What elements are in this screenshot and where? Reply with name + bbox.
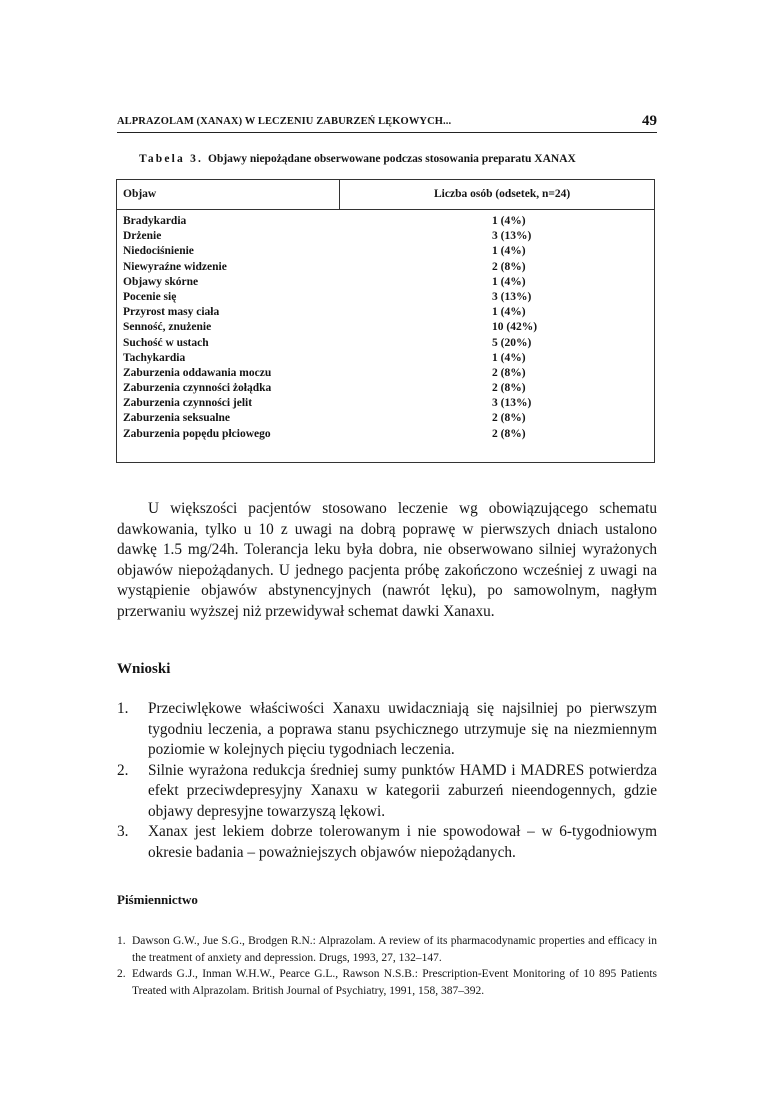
- symptom-cell: Pocenie się: [123, 290, 177, 303]
- table-row: [117, 245, 654, 260]
- symptom-cell: Zaburzenia popędu płciowego: [123, 427, 271, 440]
- count-cell: 3 (13%): [492, 230, 532, 243]
- conclusion-item: [117, 699, 657, 761]
- header-rule: [117, 132, 657, 133]
- table-row: [117, 276, 654, 291]
- table-caption-text: Objawy niepożądane obserwowane podczas stosowania preparatu XANAX: [208, 153, 576, 165]
- conclusion-text: Xanax jest lekiem dobrze tolerowanym i nie spowodował – w 6-tygodniowym okresie badania – poważniejszych objawów niepożądanych.: [148, 823, 657, 861]
- table-body: [117, 215, 654, 443]
- reference-item: [117, 966, 657, 999]
- references-list: [117, 933, 657, 999]
- conclusion-item: [117, 761, 657, 823]
- conclusion-number: 2.: [117, 761, 129, 779]
- count-cell: 3 (13%): [492, 290, 532, 303]
- reference-number: 1.: [117, 935, 126, 947]
- table-row: [117, 352, 654, 367]
- reference-text: Dawson G.W., Jue S.G., Brodgen R.N.: Alprazolam. A review of its pharmacodynamic properties and efficacy in the treatment of anxiety and depression. Drugs, 1993, 27, 132–147.: [132, 935, 657, 964]
- symptom-cell: Zaburzenia oddawania moczu: [123, 366, 272, 379]
- symptom-cell: Suchość w ustach: [123, 336, 209, 349]
- body-paragraph: U większości pacjentów stosowano leczenie wg obowiązującego schematu dawkowania, tylko u 10 z uwagi na dobrą poprawę w pierwszych dniach ustalono dawkę 1.5 mg/24h. Tolerancja leku była dobra, nie obserwowano silniej wyrażonych objawów niepożądanych. U jednego pacjenta próbę zakończono wcześniej z uwagi na wystąpienie objawów abstynencyjnych (nawrót lęku), po samowolnym, nagłym przerwaniu wyższej niż przewidywał schemat dawki Xanaxu.: [117, 500, 657, 620]
- references-heading: Piśmiennictwo: [117, 892, 198, 907]
- running-title: ALPRAZOLAM (XANAX) W LECZENIU ZABURZEŃ LĘKOWYCH...: [117, 116, 452, 127]
- table-row: [117, 397, 654, 412]
- count-cell: 2 (8%): [492, 260, 526, 273]
- symptom-cell: Bradykardia: [123, 215, 187, 227]
- count-cell: 2 (8%): [492, 427, 526, 440]
- table-row: [117, 215, 654, 230]
- conclusion-item: [117, 822, 657, 863]
- count-cell: 1 (4%): [492, 215, 526, 227]
- table-row: [117, 306, 654, 321]
- symptom-cell: Zaburzenia seksualne: [123, 412, 231, 425]
- table-header-symptom: Objaw: [123, 188, 157, 200]
- table-row: [117, 337, 654, 352]
- count-cell: 3 (13%): [492, 397, 532, 410]
- table-row: [117, 321, 654, 336]
- conclusions-list: [117, 699, 657, 863]
- symptom-cell: Niewyraźne widzenie: [123, 260, 227, 273]
- table-row: [117, 230, 654, 245]
- table-column-divider: [339, 180, 340, 209]
- symptom-cell: Tachykardia: [123, 351, 186, 364]
- symptom-cell: Zaburzenia czynności żołądka: [123, 382, 272, 395]
- count-cell: 2 (8%): [492, 382, 526, 395]
- table-header-count: Liczba osób (odsetek, n=24): [434, 188, 571, 200]
- count-cell: 2 (8%): [492, 366, 526, 379]
- table-row: [117, 367, 654, 382]
- count-cell: 1 (4%): [492, 306, 526, 319]
- table-header-rule: [117, 209, 654, 210]
- conclusion-number: 1.: [117, 700, 129, 717]
- count-cell: 1 (4%): [492, 351, 526, 364]
- page-number: 49: [642, 113, 657, 129]
- count-cell: 1 (4%): [492, 275, 526, 288]
- table-row: [117, 382, 654, 397]
- symptom-cell: Przyrost masy ciała: [123, 306, 220, 319]
- table-row: [117, 412, 654, 427]
- reference-text: Edwards G.J., Inman W.H.W., Pearce G.L., Rawson N.S.B.: Prescription-Event Monitoring of 10 895 Patients Treated with Alprazolam. British Journal of Psychiatry, 1991, 158, 387–392.: [132, 968, 657, 997]
- reference-number: 2.: [117, 968, 126, 980]
- table-caption: [139, 153, 576, 165]
- count-cell: 1 (4%): [492, 245, 526, 258]
- table-row: [117, 291, 654, 306]
- count-cell: 2 (8%): [492, 412, 526, 425]
- reference-item: [117, 933, 657, 966]
- table-row: [117, 261, 654, 276]
- count-cell: 10 (42%): [492, 321, 538, 334]
- symptom-cell: Niedociśnienie: [123, 245, 194, 258]
- symptom-cell: Objawy skórne: [123, 275, 199, 288]
- table-row: [117, 428, 654, 443]
- conclusion-number: 3.: [117, 823, 129, 840]
- conclusions-heading: Wnioski: [117, 661, 171, 677]
- symptom-cell: Zaburzenia czynności jelit: [123, 397, 253, 410]
- conclusion-text: Przeciwlękowe właściwości Xanaxu uwidaczniają się najsilniej po pierwszym tygodniu leczenia, a poprawa stanu psychicznego utrzymuje się na niezmiennym poziomie w kolejnych pięciu tygodniach leczenia.: [148, 700, 657, 758]
- conclusion-text: Silnie wyrażona redukcja średniej sumy punktów HAMD i MADRES potwierdza efekt przeciwdepresyjny Xanaxu w kategorii zaburzeń nieendogennych, gdzie objawy depresyjne towarzyszą lękowi.: [148, 761, 657, 820]
- table-caption-label: Tabela 3.: [139, 153, 204, 165]
- adverse-effects-table: [116, 179, 655, 463]
- symptom-cell: Drżenie: [123, 230, 162, 243]
- running-header: [117, 113, 657, 133]
- symptom-cell: Senność, znużenie: [123, 321, 212, 334]
- count-cell: 5 (20%): [492, 336, 532, 349]
